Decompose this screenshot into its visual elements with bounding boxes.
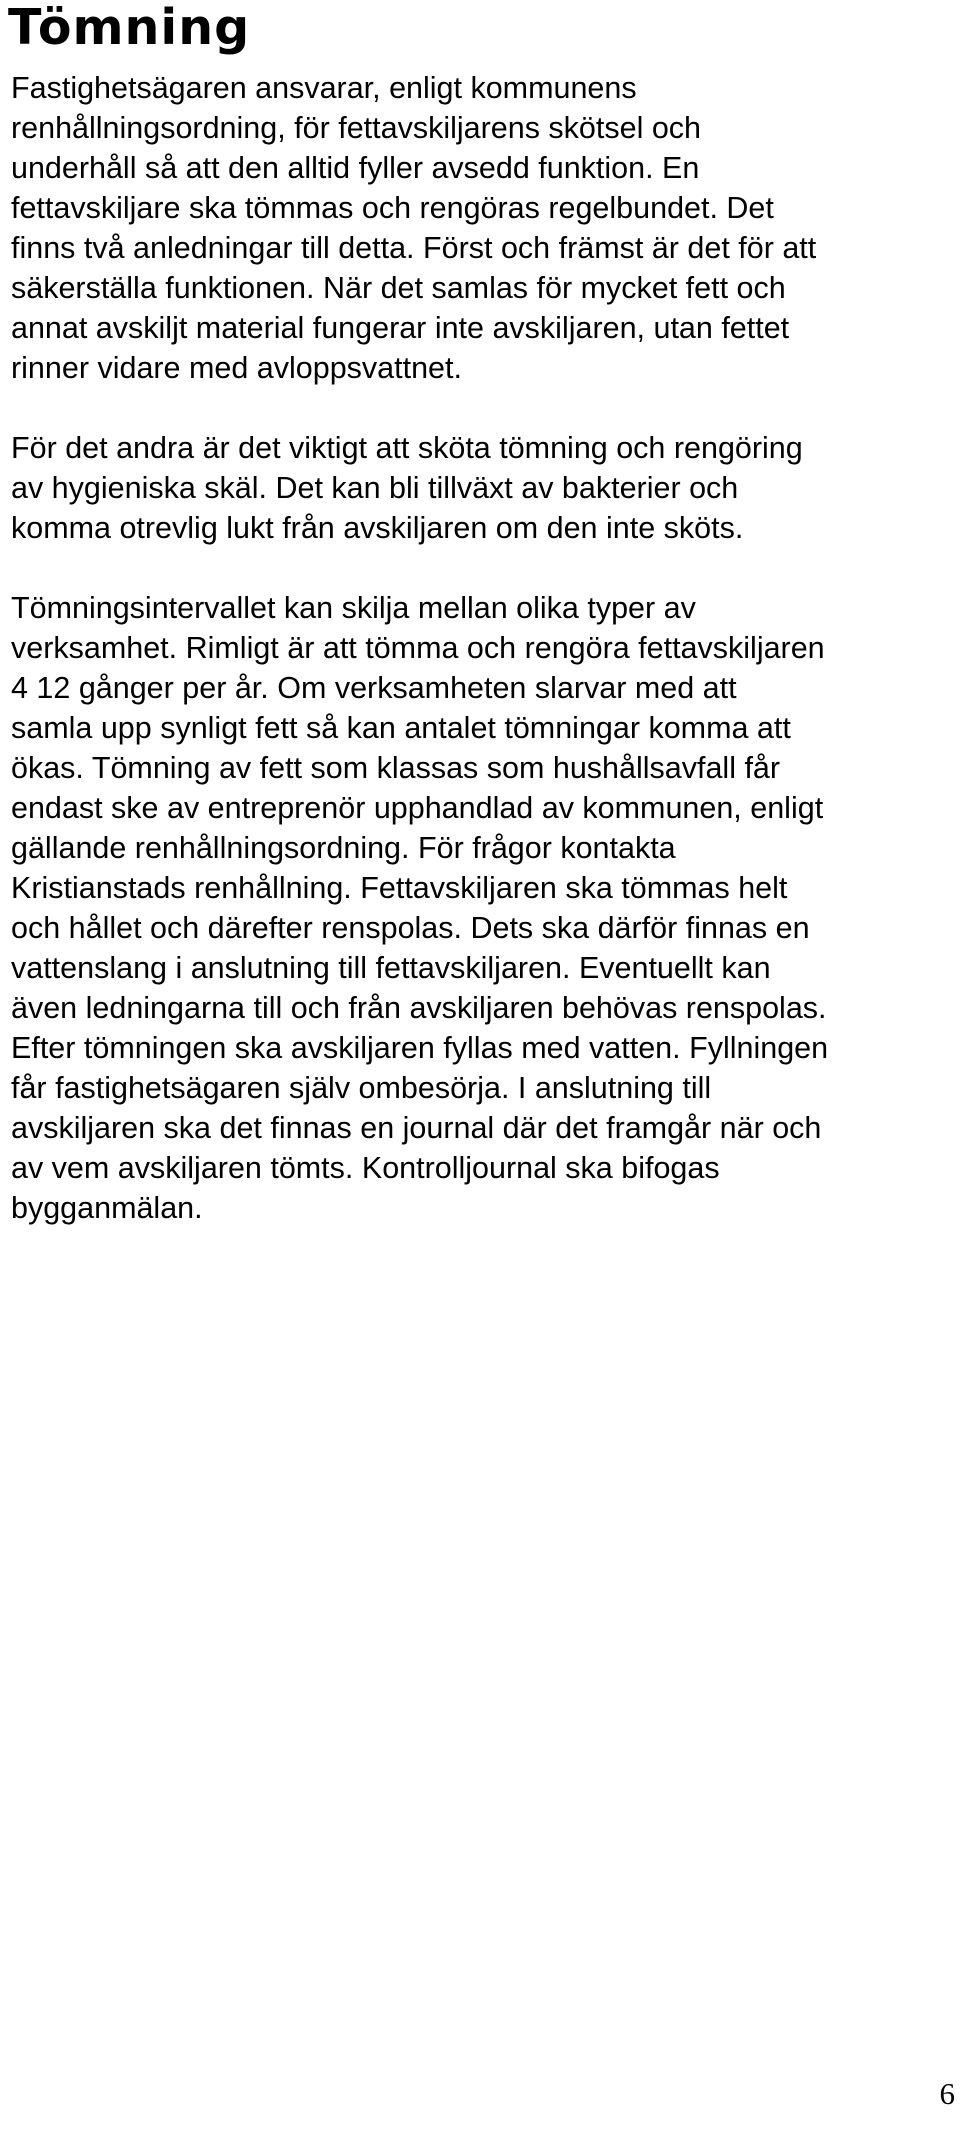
text-line: Fastighetsägaren ansvarar, enligt kommunens [11,71,637,105]
text-line: För det andra är det viktigt att sköta tömning och rengöring [11,431,803,465]
text-line: renhållningsordning, för fettavskiljarens skötsel och [11,111,702,145]
text-line: verksamhet. Rimligt är att tömma och rengöra fettavskiljaren [11,631,825,665]
text-line: underhåll så att den alltid fyller avsedd funktion. En [11,151,700,185]
text-line: fettavskiljare ska tömmas och rengöras regelbundet. Det [11,191,774,225]
text-line: samla upp synligt fett så kan antalet tömningar komma att [11,711,791,745]
text-line: Efter tömningen ska avskiljaren fyllas med vatten. Fyllningen [11,1031,829,1065]
text-line: Kristianstads renhållning. Fettavskiljaren ska tömmas helt [11,871,788,905]
text-line: 4 12 gånger per år. Om verksamheten slarvar med att [11,671,737,705]
paragraph-3 [11,588,956,1228]
paragraph-1 [11,68,956,388]
text-line: avskiljaren ska det finnas en journal där det framgår när och [11,1111,822,1145]
page-number: 6 [939,2076,955,2111]
text-line: endast ske av entreprenör upphandlad av kommunen, enligt [11,791,824,825]
text-line: säkerställa funktionen. När det samlas för mycket fett och [11,271,786,305]
paragraph-2 [11,428,956,548]
text-line: annat avskiljt material fungerar inte avskiljaren, utan fettet [11,311,790,345]
text-line: av vem avskiljaren tömts. Kontrolljournal ska bifogas [11,1151,720,1185]
text-line: Tömningsintervallet kan skilja mellan olika typer av [11,591,696,625]
text-line: av hygieniska skäl. Det kan bli tillväxt av bakterier och [11,471,739,505]
text-line: komma otrevlig lukt från avskiljaren om den inte sköts. [11,511,744,545]
text-line: gällande renhållningsordning. För frågor kontakta [11,831,676,865]
text-line: får fastighetsägaren själv ombesörja. I anslutning till [11,1071,712,1105]
text-line: bygganmälan. [11,1191,203,1225]
text-line: rinner vidare med avloppsvattnet. [11,351,462,385]
text-line: vattenslang i anslutning till fettavskiljaren. Eventuellt kan [11,951,771,985]
text-line: ökas. Tömning av fett som klassas som hushållsavfall får [11,751,781,785]
page-title: Tömning [8,0,251,56]
text-line: finns två anledningar till detta. Först och främst är det för att [11,231,817,265]
text-line: även ledningarna till och från avskiljaren behövas renspolas. [11,991,827,1025]
text-line: och hållet och därefter renspolas. Dets ska därför finnas en [11,911,810,945]
